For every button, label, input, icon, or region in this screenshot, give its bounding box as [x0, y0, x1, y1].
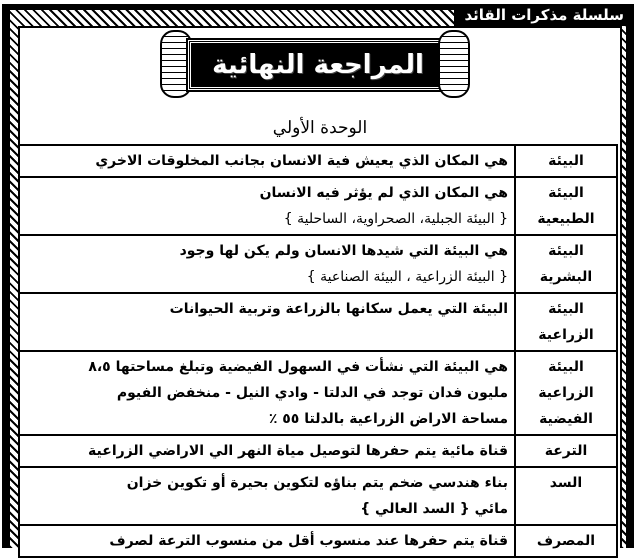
definition-line: قناة يتم حفرها عند منسوب أقل من منسوب الترعة لصرف — [109, 533, 508, 549]
examples-line: { البيئة الجبلية، الصحراوية، الساحلية } — [283, 211, 508, 227]
glossary-table — [18, 144, 618, 558]
table-row — [19, 435, 617, 467]
table-row — [19, 525, 617, 557]
definition-line: البيئة التي يعمل سكانها بالزراعة وتربية الحيوانات — [169, 301, 508, 317]
term-cell: البيئة الزراعية الفيضية — [515, 351, 617, 435]
definition-cell — [19, 525, 515, 557]
title-banner — [160, 30, 470, 94]
definition-line: هي البيئة التي نشأت في السهول الفيضية وتبلغ مساحتها ٨،٥ — [88, 359, 508, 375]
table-row — [19, 235, 617, 293]
term-cell: المصرف — [515, 525, 617, 557]
definition-line: مساحة الاراض الزراعية بالدلتا ٥٥ ٪ — [268, 411, 508, 427]
banner-title: المراجعة النهائية — [188, 40, 448, 90]
series-label: سلسلة مذكرات القائد — [454, 4, 634, 26]
definition-cell — [19, 235, 515, 293]
term-cell: الترعة — [515, 435, 617, 467]
definition-line: هي البيئة التي شيدها الانسان ولم يكن لها وجود — [179, 243, 508, 259]
definition-line: بناء هندسي ضخم يتم بناؤه لتكوين بحيرة أو تكوين خزان — [126, 475, 508, 491]
examples-line: { البيئة الزراعية ، البيئة الصناعية } — [306, 269, 508, 285]
definition-cell — [19, 177, 515, 235]
definition-line: هي المكان الذي لم يؤثر فيه الانسان — [259, 185, 508, 201]
term-cell: البيئة الزراعية — [515, 293, 617, 351]
definition-cell — [19, 145, 515, 177]
table-row — [19, 467, 617, 525]
definition-line: هي المكان الذي يعيش فية الانسان بجانب المخلوقات الاخري — [95, 153, 508, 169]
scroll-roll-right-icon — [438, 30, 470, 98]
definition-cell — [19, 293, 515, 351]
definition-line: مائي { السد العالي } — [360, 501, 508, 517]
unit-title: الوحدة الأولي — [272, 118, 368, 138]
table-row — [19, 293, 617, 351]
table-row — [19, 177, 617, 235]
table-row — [19, 351, 617, 435]
definition-cell — [19, 435, 515, 467]
term-cell: البيئة — [515, 145, 617, 177]
definition-cell — [19, 351, 515, 435]
term-cell: السد — [515, 467, 617, 525]
definition-line: مليون فدان توجد في الدلتا - وادي النيل - منخفض الفيوم — [116, 385, 508, 401]
term-cell: البيئة البشرية — [515, 235, 617, 293]
definition-cell — [19, 467, 515, 525]
definition-line: قناة مائية يتم حفرها لتوصيل مياة النهر الي الاراضي الزراعية — [88, 443, 508, 459]
table-row — [19, 145, 617, 177]
term-cell: البيئة الطبيعية — [515, 177, 617, 235]
